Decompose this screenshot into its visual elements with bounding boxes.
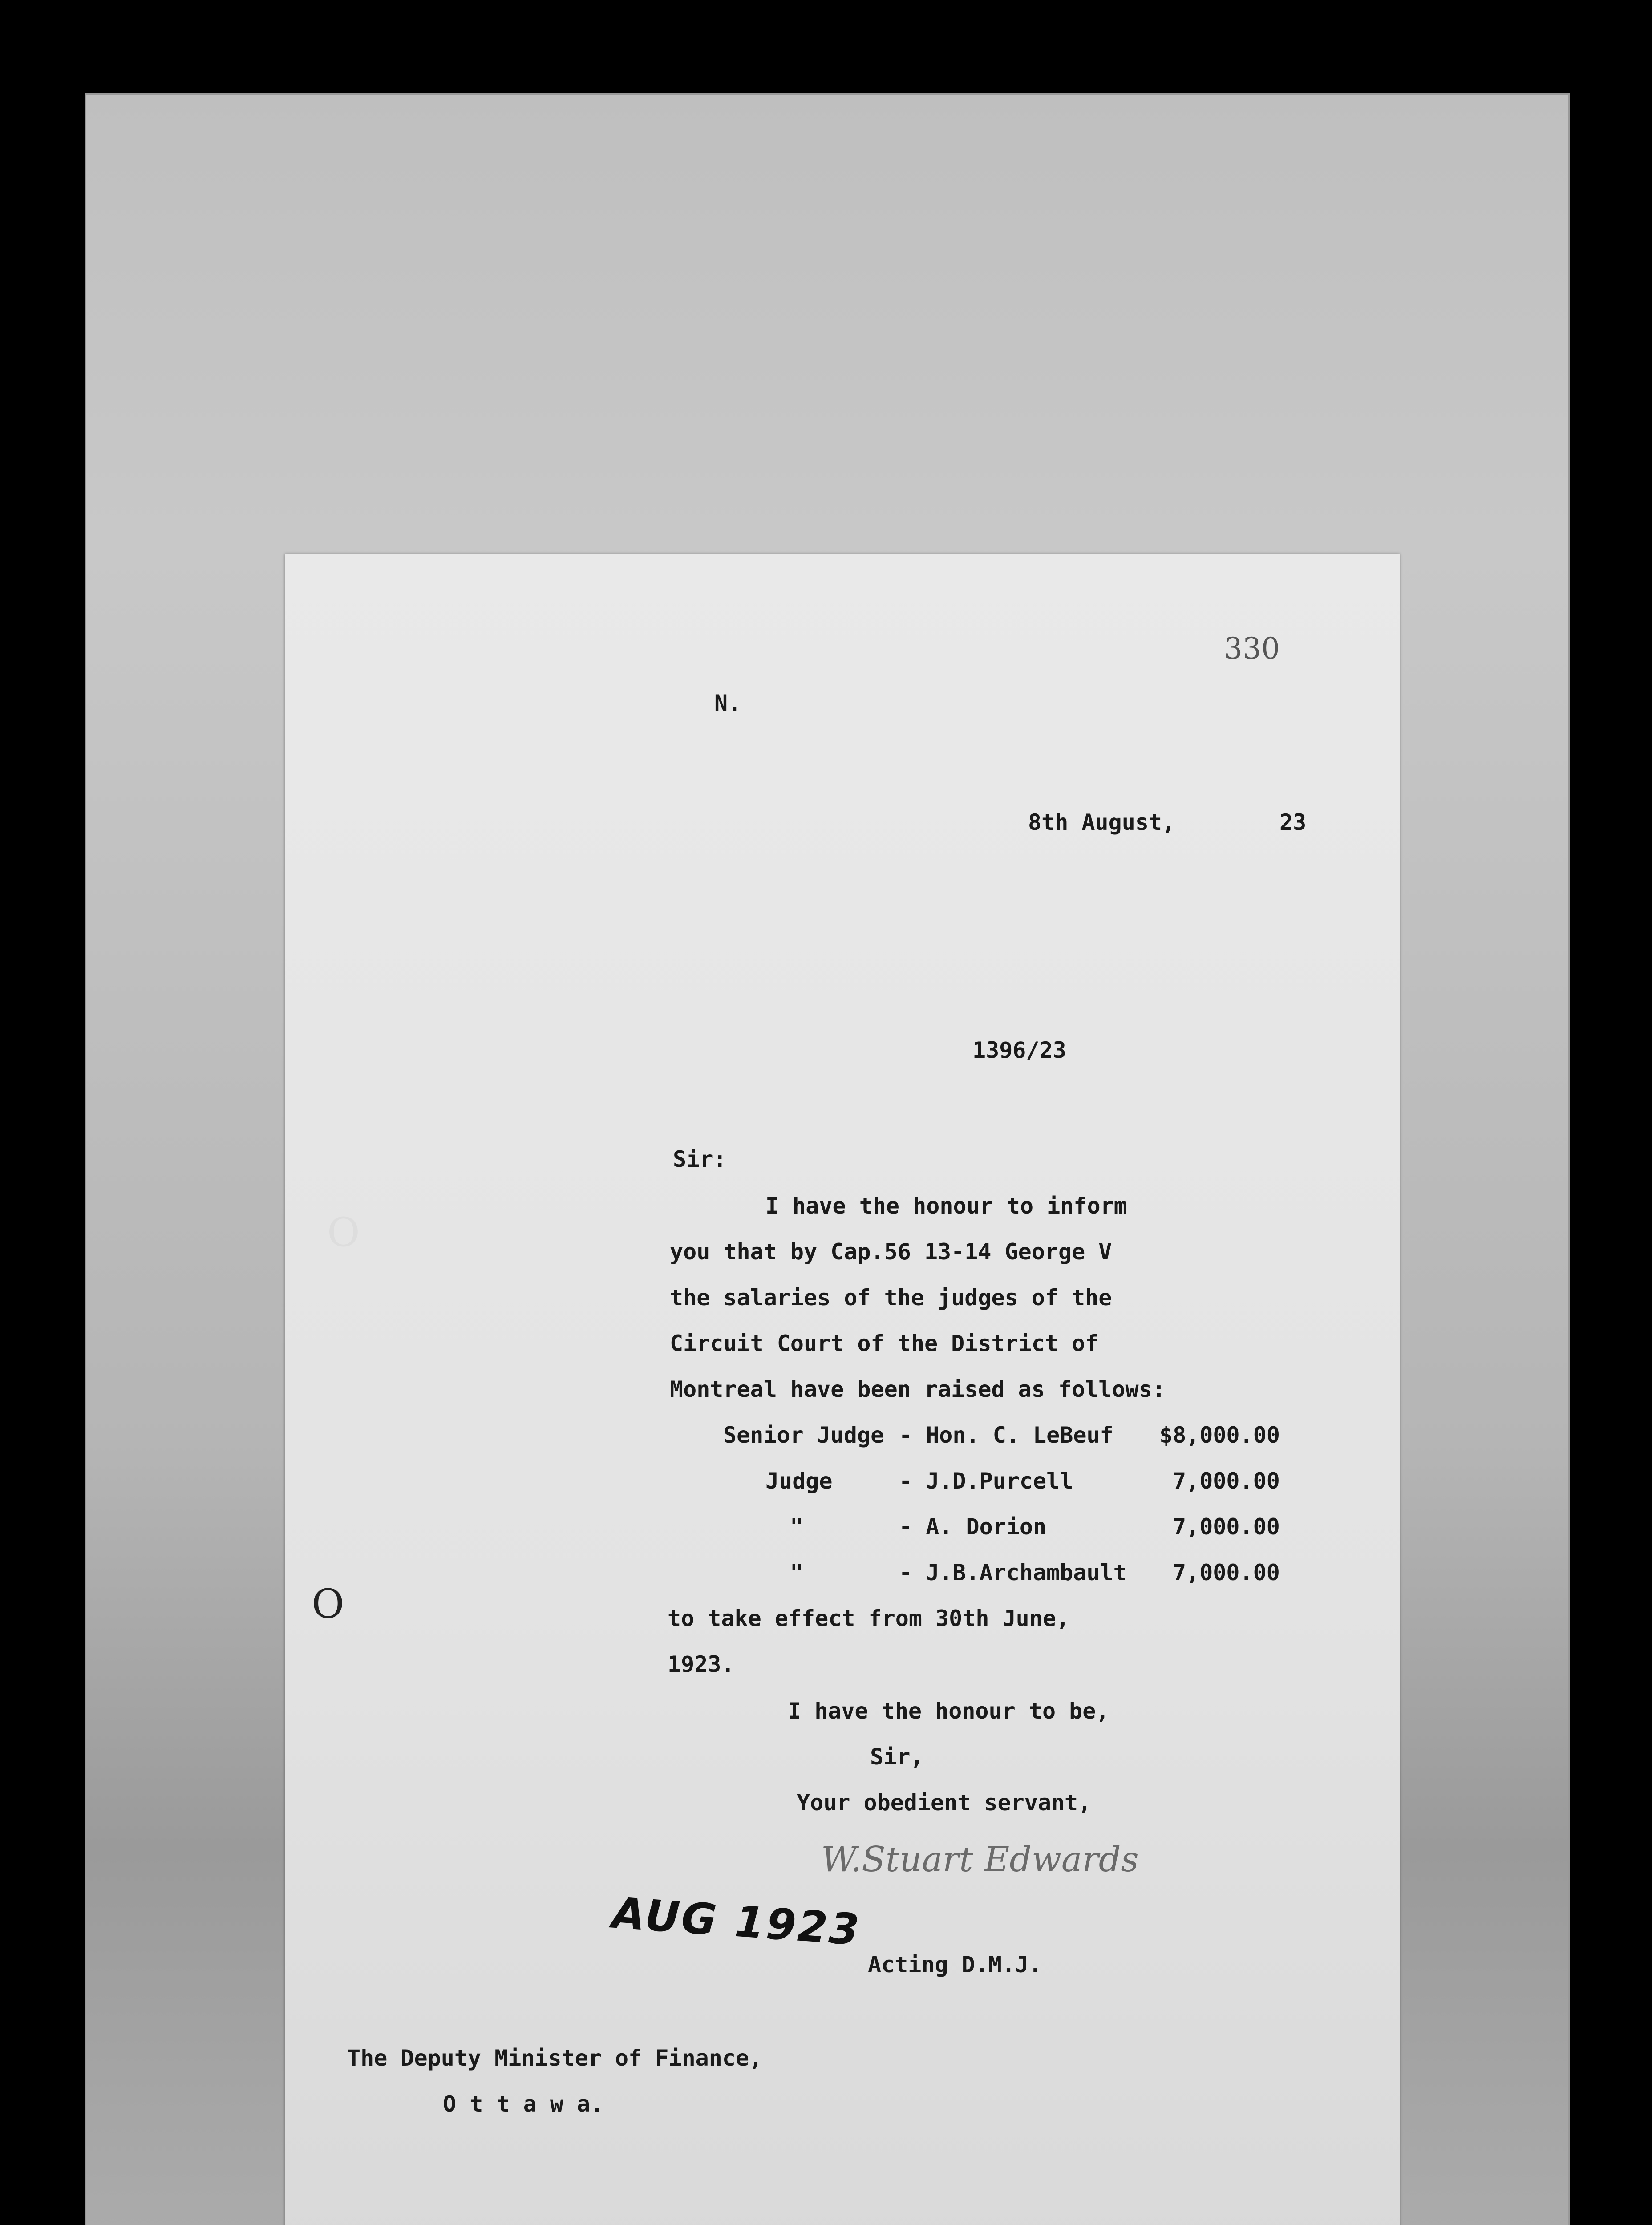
closing-line: Your obedient servant, (797, 1790, 1092, 1816)
body-line: the salaries of the judges of the (670, 1285, 1112, 1311)
reference-initial: N. (714, 690, 741, 716)
body-line: Circuit Court of the District of (670, 1331, 1099, 1356)
body-line: Montreal have been raised as follows: (670, 1376, 1166, 1402)
effect-line: to take effect from 30th June, (668, 1606, 1070, 1631)
salary-name: - J.D.Purcell (899, 1468, 1073, 1494)
closing-line: Sir, (870, 1744, 924, 1770)
signer-title: Acting D.M.J. (868, 1952, 1042, 1978)
binder-hole-mark: O (312, 1581, 344, 1627)
salutation: Sir: (673, 1146, 727, 1172)
salary-amount: 7,000.00 (1173, 1468, 1280, 1494)
body-line: you that by Cap.56 13-14 George V (670, 1239, 1112, 1265)
salary-title: Senior Judge (723, 1422, 884, 1448)
date-stamp: AUG 1923 (610, 1888, 862, 1955)
closing-line: I have the honour to be, (788, 1698, 1109, 1724)
effect-line: 1923. (668, 1651, 735, 1677)
binder-hole-mark: O (327, 1209, 360, 1256)
letter-year: 23 (1279, 809, 1307, 835)
addressee: The Deputy Minister of Finance, (347, 2045, 763, 2071)
salary-title: " (790, 1560, 804, 1586)
page-number: 330 (1224, 631, 1280, 666)
salary-name: - A. Dorion (899, 1514, 1047, 1540)
salary-amount: 7,000.00 (1173, 1560, 1280, 1586)
letter-date: 8th August, (1028, 809, 1176, 835)
addressee-city: O t t a w a. (443, 2091, 604, 2117)
salary-amount: $8,000.00 (1159, 1422, 1280, 1448)
signature: W.Stuart Edwards (821, 1840, 1139, 1880)
salary-title: Judge (765, 1468, 833, 1494)
salary-name: - J.B.Archambault (899, 1560, 1127, 1586)
letter-page (285, 554, 1400, 2225)
salary-name: - Hon. C. LeBeuf (899, 1422, 1113, 1448)
salary-title: " (790, 1514, 804, 1540)
body-line: I have the honour to inform (765, 1193, 1127, 1219)
file-number: 1396/23 (972, 1037, 1066, 1063)
salary-amount: 7,000.00 (1173, 1514, 1280, 1540)
